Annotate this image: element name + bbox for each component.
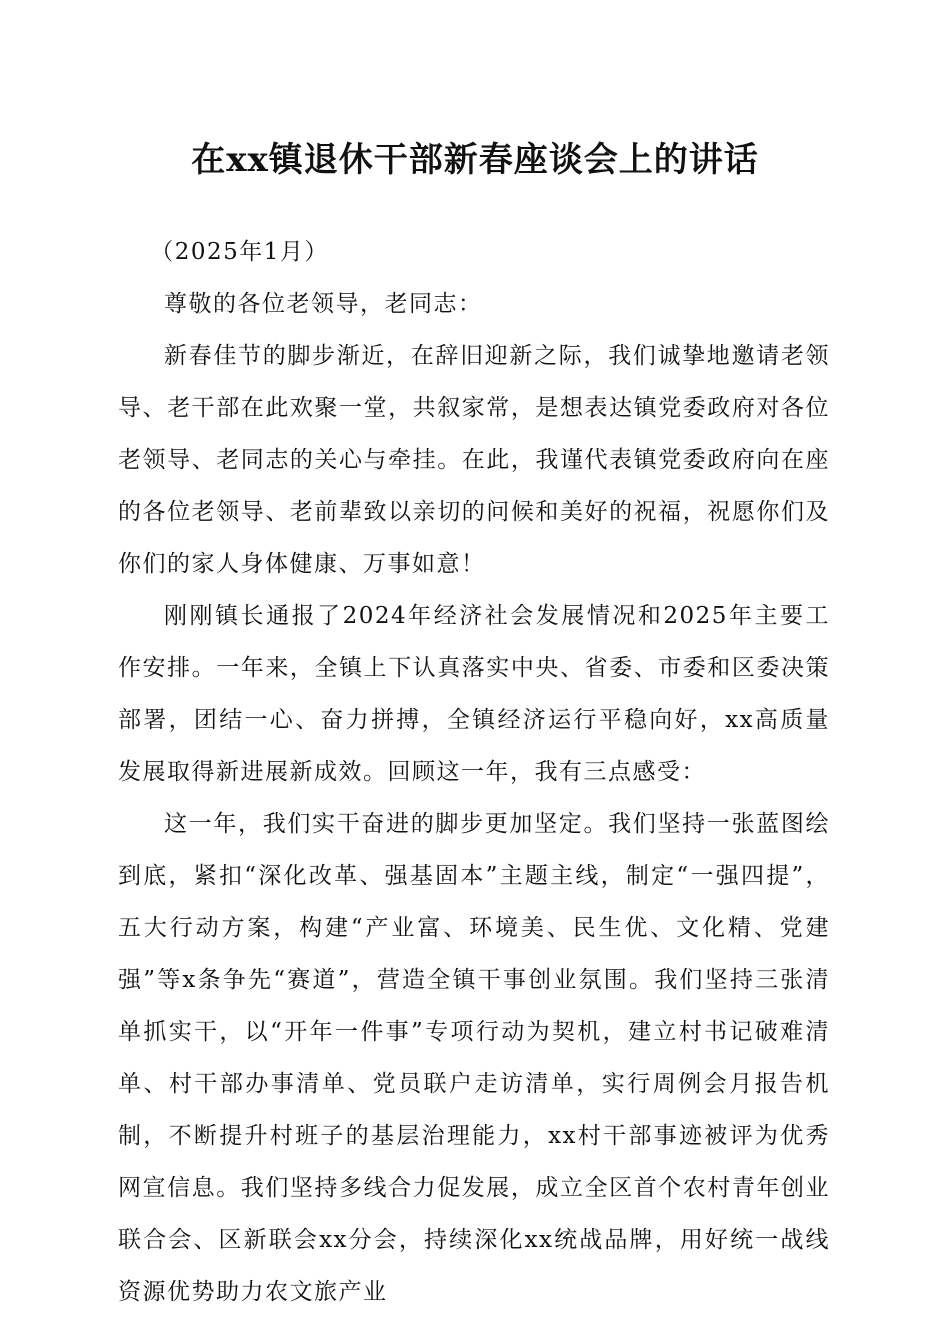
document-body xyxy=(118,226,830,1318)
paragraph-greeting: 新春佳节的脚步渐近，在辞旧迎新之际，我们诚挚地邀请老领导、老干部在此欢聚一堂，共叙家常，是想表达镇党委政府对各位老领导、老同志的关心与牵挂。在此，我谨代表镇党委政府向在座的各位老领导、老前辈致以亲切的问候和美好的祝福，祝愿你们及你们的家人身体健康、万事如意！ xyxy=(118,343,830,577)
document-title: 在xx镇退休干部新春座谈会上的讲话 xyxy=(191,140,759,180)
date-line: （2025年1月） xyxy=(150,239,329,265)
salutation: 尊敬的各位老领导，老同志： xyxy=(164,291,483,317)
paragraph-achievements: 这一年，我们实干奋进的脚步更加坚定。我们坚持一张蓝图绘到底，紧扣“深化改革、强基固本”主题主线，制定“一强四提”，五大行动方案，构建“产业富、环境美、民生优、文化精、党建强”等x条争先“赛道”，营造全镇干事创业氛围。我们坚持三张清单抓实干，以“开年一件事”专项行动为契机，建立村书记破难清单、村干部办事清单、党员联户走访清单，实行周例会月报告机制，不断提升村班子的基层治理能力，xx村干部事迹被评为优秀网宣信息。我们坚持多线合力促发展，成立全区首个农村青年创业联合会、区新联会xx分会，持续深化xx统战品牌，用好统一战线资源优势助力农文旅产业 xyxy=(118,811,830,1305)
paragraph-report: 刚刚镇长通报了2024年经济社会发展情况和2025年主要工作安排。一年来，全镇上下认真落实中央、省委、市委和区委决策部署，团结一心、奋力拼搏，全镇经济运行平稳向好，xx高质量发展取得新进展新成效。回顾这一年，我有三点感受： xyxy=(118,603,830,785)
